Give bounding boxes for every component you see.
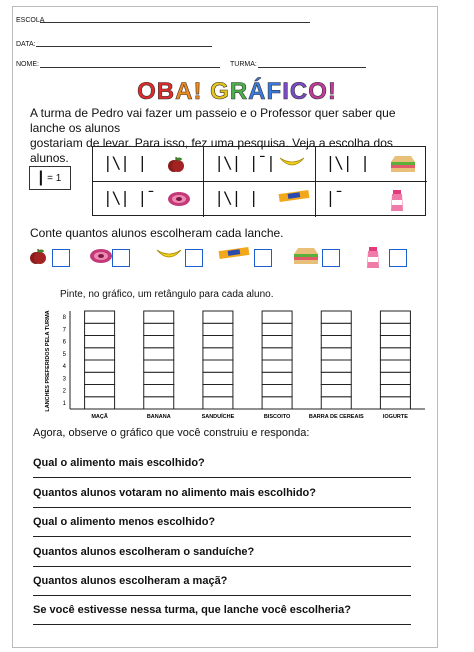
ham-icon xyxy=(88,246,114,271)
tally-cell xyxy=(204,182,315,217)
chart-cell[interactable] xyxy=(380,360,410,372)
tally-key-mark: | xyxy=(38,169,44,186)
chart-cell[interactable] xyxy=(380,385,410,397)
y-tick-label: 6 xyxy=(62,339,66,346)
date-line[interactable] xyxy=(36,46,212,47)
chart-cell[interactable] xyxy=(380,397,410,409)
answer-line-6[interactable] xyxy=(33,624,411,625)
tally-marks: |\| | xyxy=(214,188,258,207)
chart-cell[interactable] xyxy=(203,336,233,348)
chart-cell[interactable] xyxy=(380,336,410,348)
chart-cell[interactable] xyxy=(321,360,351,372)
y-tick-label: 4 xyxy=(62,364,66,371)
chart-cell[interactable] xyxy=(203,323,233,335)
chart-cell[interactable] xyxy=(203,348,233,360)
answer-line-2[interactable] xyxy=(33,507,411,508)
answer-line-4[interactable] xyxy=(33,566,411,567)
count-box-banana[interactable] xyxy=(185,249,203,267)
tally-key xyxy=(29,166,71,190)
y-tick-label: 1 xyxy=(62,400,66,407)
chart-cell[interactable] xyxy=(262,348,292,360)
sandwich-icon xyxy=(292,246,320,271)
question-4: Quantos alunos escolheram o sanduíche? xyxy=(33,546,255,558)
banana-icon xyxy=(278,154,306,175)
y-tick-label: 2 xyxy=(62,388,66,395)
tally-cell xyxy=(93,147,204,182)
side-watermark xyxy=(440,140,446,280)
bar-chart[interactable] xyxy=(40,305,430,425)
chart-cell[interactable] xyxy=(380,323,410,335)
title-letter: F xyxy=(266,78,283,105)
x-tick-label: BANANA xyxy=(146,414,171,420)
title-letter: O xyxy=(137,78,157,105)
chart-cell[interactable] xyxy=(85,385,115,397)
title-letter: ! xyxy=(193,78,203,105)
chart-cell[interactable] xyxy=(321,385,351,397)
count-box-sandwich[interactable] xyxy=(322,249,340,267)
question-1: Qual o alimento mais escolhido? xyxy=(33,457,205,469)
title-letter: A xyxy=(175,78,194,105)
y-axis-label: LANCHES PREFERIDOS PELA TURMA xyxy=(45,310,51,412)
chart-cell[interactable] xyxy=(85,336,115,348)
chart-cell[interactable] xyxy=(321,348,351,360)
y-tick-label: 3 xyxy=(62,376,66,383)
title-letter: C xyxy=(289,78,309,105)
count-box-apple[interactable] xyxy=(52,249,70,267)
answer-line-3[interactable] xyxy=(33,536,411,537)
title-letter: Á xyxy=(248,78,267,105)
tally-cell xyxy=(93,182,204,217)
chart-cell[interactable] xyxy=(203,372,233,384)
chart-cell[interactable] xyxy=(144,336,174,348)
y-tick-label: 8 xyxy=(62,315,66,322)
x-tick-label: BISCOITO xyxy=(263,414,291,420)
intro-line-2: gostariam de levar. Para isso, fez uma pesquisa. Veja a escolha dos alunos. xyxy=(30,136,393,165)
name-line[interactable] xyxy=(40,67,220,68)
yogurt-icon xyxy=(389,189,405,218)
tally-marks: |¯ xyxy=(325,188,343,207)
chart-cell[interactable] xyxy=(85,397,115,409)
intro-line-1: A turma de Pedro vai fazer um passeio e o Professor quer saber que lanche os alunos xyxy=(30,106,396,135)
banana-icon xyxy=(155,246,183,267)
tally-key-text: = 1 xyxy=(47,172,62,184)
chart-cell[interactable] xyxy=(262,360,292,372)
tally-marks: |\| |¯ xyxy=(103,188,155,207)
chart-cell[interactable] xyxy=(321,311,351,323)
page-title xyxy=(0,78,474,106)
chart-cell[interactable] xyxy=(85,360,115,372)
x-tick-label: SANDUÍCHE xyxy=(201,414,235,420)
answer-line-1[interactable] xyxy=(33,477,411,478)
chart-cell[interactable] xyxy=(144,397,174,409)
chart-cell[interactable] xyxy=(144,360,174,372)
cereal-bar-icon xyxy=(218,246,250,265)
chart-cell[interactable] xyxy=(144,323,174,335)
chart-cell[interactable] xyxy=(321,397,351,409)
chart-cell[interactable] xyxy=(85,372,115,384)
question-2: Quantos alunos votaram no alimento mais escolhido? xyxy=(33,487,316,499)
tally-cell xyxy=(204,147,315,182)
observe-instruction: Agora, observe o gráfico que você construiu e responda: xyxy=(33,427,310,439)
chart-cell[interactable] xyxy=(262,385,292,397)
tally-cell xyxy=(316,147,427,182)
yogurt-icon xyxy=(365,246,381,275)
chart-cell[interactable] xyxy=(144,372,174,384)
chart-cell[interactable] xyxy=(144,385,174,397)
title-letter: B xyxy=(156,78,176,105)
title-letter: O xyxy=(308,78,328,105)
title-letter: ! xyxy=(327,78,337,105)
count-box-cereal-bar[interactable] xyxy=(254,249,272,267)
count-box-ham[interactable] xyxy=(112,249,130,267)
chart-cell[interactable] xyxy=(262,397,292,409)
chart-cell[interactable] xyxy=(321,372,351,384)
school-label: ESCOLA xyxy=(16,17,45,24)
title-letter: G xyxy=(210,78,230,105)
title-letter xyxy=(202,78,210,106)
x-tick-label: BARRA DE CEREAIS xyxy=(308,414,364,420)
tally-marks: |\| |¯| xyxy=(214,153,275,172)
count-instruction: Conte quantos alunos escolheram cada lanche. xyxy=(30,226,284,240)
answer-line-5[interactable] xyxy=(33,595,411,596)
chart-cell[interactable] xyxy=(262,372,292,384)
question-5: Quantos alunos escolheram a maçã? xyxy=(33,575,228,587)
tally-cell xyxy=(316,182,427,217)
chart-cell[interactable] xyxy=(85,323,115,335)
cereal-bar-icon xyxy=(278,189,310,208)
y-tick-label: 7 xyxy=(62,327,66,334)
chart-cell[interactable] xyxy=(203,311,233,323)
chart-cell[interactable] xyxy=(321,323,351,335)
date-label: DATA: xyxy=(16,41,36,48)
sandwich-icon xyxy=(389,154,417,179)
question-3: Qual o alimento menos escolhido? xyxy=(33,516,216,528)
name-label: NOME: xyxy=(16,61,39,68)
chart-cell[interactable] xyxy=(262,336,292,348)
apple-icon xyxy=(28,246,48,271)
y-tick-label: 5 xyxy=(62,351,66,358)
chart-instruction: Pinte, no gráfico, um retângulo para cada aluno. xyxy=(60,289,274,300)
question-6: Se você estivesse nessa turma, que lanche você escolheria? xyxy=(33,604,351,616)
tally-table xyxy=(92,146,426,216)
tally-marks: |\| | xyxy=(325,153,369,172)
class-line[interactable] xyxy=(258,67,366,68)
chart-cell[interactable] xyxy=(380,311,410,323)
chart-cell[interactable] xyxy=(262,323,292,335)
title-letter: I xyxy=(282,78,290,105)
title-letter: R xyxy=(229,78,249,105)
class-label: TURMA: xyxy=(230,61,257,68)
chart-cell[interactable] xyxy=(203,385,233,397)
school-line[interactable] xyxy=(40,22,310,23)
chart-cell[interactable] xyxy=(85,348,115,360)
chart-cell[interactable] xyxy=(380,348,410,360)
chart-cell[interactable] xyxy=(262,311,292,323)
chart-cell[interactable] xyxy=(144,348,174,360)
x-tick-label: MAÇÃ xyxy=(91,414,108,420)
tally-marks: |\| | xyxy=(103,153,147,172)
count-box-yogurt[interactable] xyxy=(389,249,407,267)
ham-icon xyxy=(166,189,192,214)
chart-cell[interactable] xyxy=(85,311,115,323)
chart-cell[interactable] xyxy=(380,372,410,384)
apple-icon xyxy=(166,154,186,179)
chart-cell[interactable] xyxy=(321,336,351,348)
chart-cell[interactable] xyxy=(203,397,233,409)
x-tick-label: IOGURTE xyxy=(382,414,408,420)
chart-cell[interactable] xyxy=(203,360,233,372)
chart-cell[interactable] xyxy=(144,311,174,323)
